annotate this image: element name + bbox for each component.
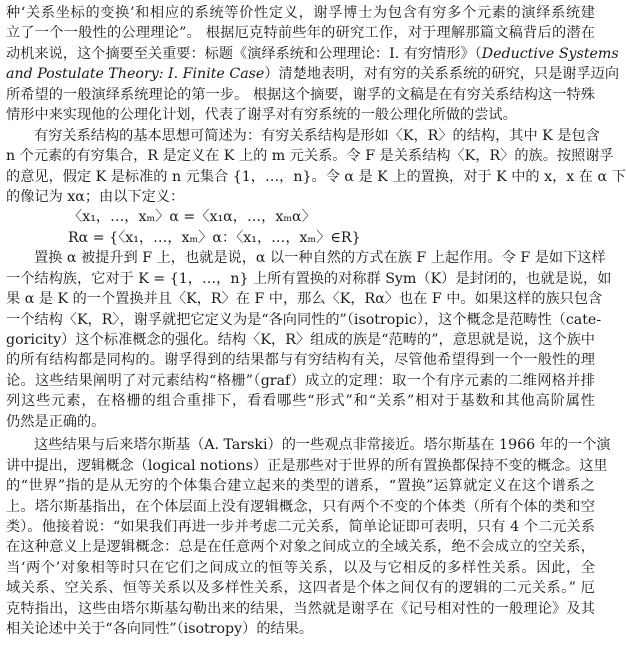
formula-line: Rα = {〈x₁，…，xₘ〉α：〈x₁，…，xₘ〉∈R}: [68, 229, 361, 246]
text-line: 列这些元素，在格栅的组合重排下，看看哪些“形式”和“关系”相对于基数和其他高阶属性: [6, 393, 595, 410]
english-title-italic: Deductive Systems: [481, 45, 619, 62]
text-line: 类）。他接着说：“如果我们再进一步并考虑二元关系，简单论证即可表明，只有 4 个二元关系: [6, 518, 595, 535]
text-line: 论。这些结果阐明了对元素结构“格栅”（graf）成立的定理：取一个有序元素的二维网格并排: [6, 372, 595, 389]
text-line: 在这种意义上是逻辑概念：总是在任意两个对象之间成立的全域关系，绝不会成立的空关系，: [6, 539, 595, 556]
text-line: 上。塔尔斯基指出，在个体层面上没有逻辑概念，只有两个不变的个体类（所有个体的类和空: [6, 498, 595, 515]
text-line: 有穷关系结构的基本思想可简述为：有穷关系结构是形如〈K，R〉的结构，其中 K 是包含: [34, 127, 600, 144]
text-line: 立了一个一般性的公理理论”。 根据厄克特前些年的研究工作，对于理解那篇文稿背后的潜在: [6, 25, 595, 42]
text-line: 的所有结构都是同构的。谢孚得到的结果都与有穷结构有关，尽管他希望得到一个一般性的理: [6, 352, 595, 369]
text-line: 一个结构族，它对于 K = {1，…，n} 上所有置换的对称群 Sym（K）是封闭的，也就是说，如: [6, 270, 612, 287]
text-line: 克特指出，这些由塔尔斯基勾勒出来的结果，当然就是谢孚在《记号相对性的一般理论》及其: [6, 600, 595, 617]
text-line: and Postulate Theory: I. Finite Case）清楚地表明，对有穷的关系系统的研究，只是谢孚迈向: [6, 66, 620, 83]
text-line: 相关论述中关于“各向同性”（isotropy）的结果。: [6, 621, 314, 638]
text-line: 这些结果与后来塔尔斯基（A. Tarski）的一些观点非常接近。塔尔斯基在 1966 年的一个演: [34, 437, 611, 454]
english-title-italic: and Postulate Theory: I. Finite Case: [6, 66, 265, 83]
text-line: 果 α 是 K 的一个置换并且〈K，R〉在 F 中，那么〈K，Rα〉也在 F 中。如果这样的族只包含: [6, 291, 603, 308]
text-line: 种‘关系坐标的变换’和相应的系统等价性定义，谢孚博士为包含有穷多个元素的演绎系统建: [6, 5, 595, 21]
text-line: 动机来说，这个摘要至关重要：标题《演绎系统和公理理论：Ⅰ. 有穷情形》（Deductive Systems: [6, 45, 619, 62]
text-line: 的“世界”指的是从无穷的个体集合建立起来的类型的谱系，“置换”运算就定义在这个谱系之: [6, 478, 595, 495]
text-line: 域关系、空关系、恒等关系以及多样性关系，这四者是个体之间仅有的逻辑的二元关系。” 厄: [6, 580, 595, 597]
text-line: 的意见，假定 K 是标准的 n 元集合 {1，…，n}。令 α 是 K 上的置换，对于 K 中的 x，x 在 α 下: [6, 168, 626, 185]
text-line: 当‘两个’对象相等时只在它们之间成立的恒等关系，以及与它相反的多样性关系。因此，全: [6, 559, 595, 576]
text-line: 一个结构〈K，R〉，谢孚就把它定义为是“各向同性的”（isotropic），这个概念是范畴性（cate-: [6, 311, 602, 328]
text-line: goricity）这个标准概念的强化。结构〈K，R〉组成的族是“范畴的”，意思就是说，这个族中: [6, 332, 595, 348]
text-line: 置换 α 被提升到 F 上，也就是说，α 以一种自然的方式在族 F 上起作用。令 F 是如下这样: [34, 250, 606, 267]
text-line: 仍然是正确的。: [6, 413, 106, 430]
text-line: n 个元素的有穷集合，R 是定义在 K 上的 m 元关系。令 F 是关系结构〈K，R〉的族。按照谢孚: [6, 148, 614, 165]
text-line: 情形中来实现他的公理化计划，代表了谢孚对有穷系统的一般公理化所做的尝试。: [6, 107, 517, 124]
formula-line: 〈x₁，…，xₘ〉α =〈x₁α，…，xₘα〉: [68, 209, 316, 226]
text-line: 所希望的一般演绎系统理论的第一步。 根据这个摘要，谢孚的文稿是在有穷关系结构这一特殊: [6, 86, 595, 103]
text-line: 的像记为 xα；由以下定义：: [6, 188, 185, 205]
text-line: 讲中提出，逻辑概念（logical notions）正是那些对于世界的所有置换都保持不变的概念。这里: [6, 457, 608, 474]
